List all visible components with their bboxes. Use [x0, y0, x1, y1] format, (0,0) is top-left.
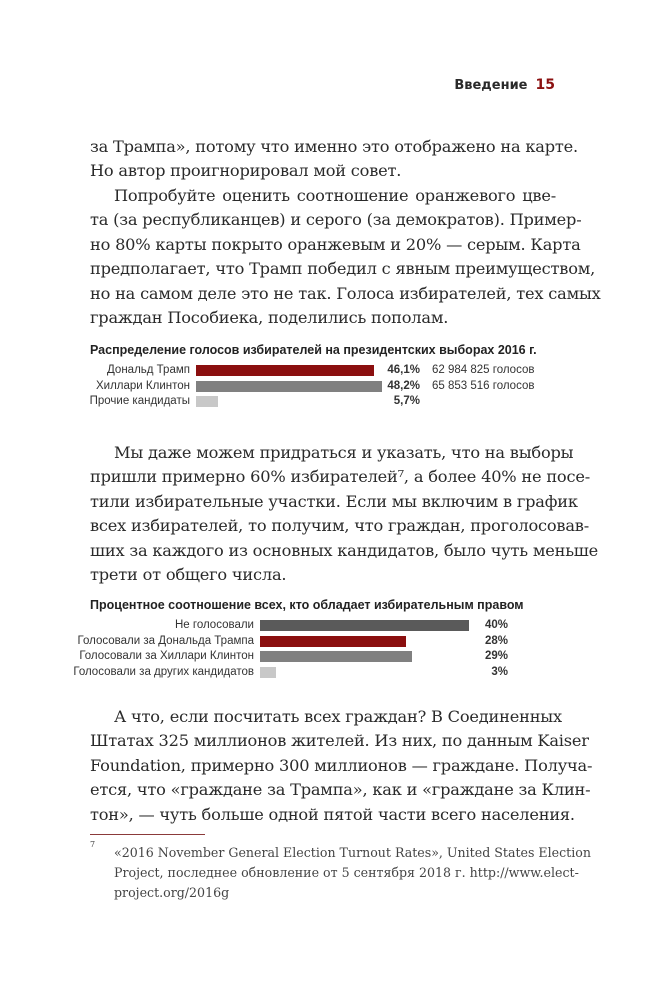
text-line: Попробуйте оценить соотношение оранжевого цве-	[114, 186, 556, 205]
votes-label: 65 853 516 голосов	[432, 379, 535, 392]
value-label: 46,1%	[387, 364, 420, 376]
text-line: Foundation, примерно 300 миллионов — граждане. Получа-	[90, 755, 593, 775]
text-line: А что, если посчитать всех граждан? В Соединенных	[114, 707, 562, 726]
footnote-line: «2016 November General Election Turnout Rates», United States Election	[114, 845, 591, 860]
text-line: тон», — чуть больше одной пятой части всего населения.	[90, 804, 575, 824]
value-label: 29%	[484, 650, 508, 662]
eligible-voters-chart	[0, 598, 645, 683]
bar	[260, 620, 469, 631]
bar-label: Голосовали за других кандидатов	[73, 665, 254, 678]
text-line: ется, что «граждане за Трампа», как и «граждане за Клин-	[90, 780, 591, 800]
text-line: но 80% карты покрыто оранжевым и 20% — серым. Карта	[90, 234, 581, 254]
bar-label: Хиллари Клинтон	[96, 379, 190, 392]
vote-distribution-chart	[0, 343, 645, 413]
page-number: 15	[535, 77, 555, 93]
bar	[260, 667, 276, 678]
text-line: за Трампа», потому что именно это отображено на карте.	[90, 137, 579, 156]
text-line: но на самом деле это не так. Голоса избирателей, тех самых	[90, 283, 601, 303]
value-label: 5,7%	[393, 395, 420, 407]
chart-title: Распределение голосов избирателей на президентских выборах 2016 г.	[90, 343, 537, 357]
bar-label: Не голосовали	[174, 619, 254, 631]
text-line: пришли примерно 60% избирателей⁷, а более 40% не посе-	[90, 467, 590, 487]
bar-label: Прочие кандидаты	[89, 395, 190, 407]
bar-label: Голосовали за Хиллари Клинтон	[79, 650, 254, 662]
bar	[260, 636, 406, 647]
value-label: 48,2%	[387, 379, 420, 392]
text-line: граждан Пособиека, поделились пополам.	[90, 307, 449, 327]
text-line: трети от общего числа.	[90, 564, 287, 584]
text-line: Но автор проигнорировал мой совет.	[90, 161, 402, 181]
bar	[196, 365, 374, 376]
text-line: та (за республиканцев) и серого (за демократов). Пример-	[90, 210, 582, 230]
paragraph-1	[90, 135, 579, 184]
value-label: 3%	[491, 665, 508, 678]
paragraph-3	[90, 441, 599, 587]
value-label: 28%	[484, 634, 508, 647]
footnote-line: Project, последнее обновление от 5 сентября 2018 г. http://www.elect-	[114, 865, 579, 880]
bar	[260, 651, 412, 662]
text-line: всех избирателей, то получим, что граждан, проголосовав-	[90, 516, 589, 536]
text-line: Штатах 325 миллионов жителей. Из них, по данным Kaiser	[90, 731, 589, 751]
chart-title: Процентное соотношение всех, кто обладает избирательным правом	[90, 598, 524, 612]
bar	[196, 396, 218, 407]
running-header	[454, 77, 555, 93]
bar-label: Голосовали за Дональда Трампа	[77, 634, 254, 647]
text-line: Мы даже можем придраться и указать, что на выборы	[114, 443, 574, 462]
footnote-mark: 7	[90, 840, 96, 849]
paragraph-4	[90, 705, 593, 827]
votes-label: 62 984 825 голосов	[432, 364, 535, 376]
value-label: 40%	[484, 619, 508, 631]
text-line: тили избирательные участки. Если мы включим в график	[90, 491, 578, 511]
bar	[196, 381, 382, 392]
text-line: ших за каждого из основных кандидатов, было чуть меньше	[90, 540, 599, 560]
paragraph-2	[90, 184, 601, 330]
footnote-line: project.org/2016g	[114, 885, 230, 900]
bar-label: Дональд Трамп	[107, 364, 190, 376]
text-line: предполагает, что Трамп победил с явным преимуществом,	[90, 259, 596, 279]
footnote-divider	[90, 834, 205, 835]
section-title: Введение	[454, 78, 528, 93]
